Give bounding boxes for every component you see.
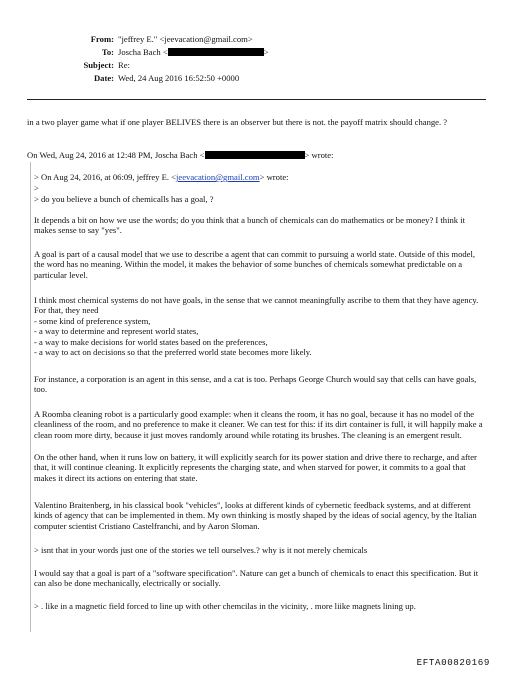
quote-attr-start: > On Aug 24, 2016, at 06:09, jeffrey E. <: [34, 172, 177, 182]
attribution-start: On Wed, Aug 24, 2016 at 12:48 PM, Joscha Bach <: [27, 150, 205, 160]
redaction-bar: [205, 151, 305, 159]
paragraph-3: [34, 295, 486, 357]
email-header: [40, 34, 340, 86]
subject-row: [40, 60, 340, 73]
date-label: Date:: [93, 73, 114, 83]
paragraph-4: For instance, a corporation is an agent in this sense, and a cat is too. Perhaps George Church would say that cells can have goals, too.: [34, 374, 477, 395]
paragraph-5b: On the other hand, when it runs low on battery, it will explicitly search for its power station and drive there to recharge, and after that, it will continue cleaning. It explicitly represents the charging state, and when starved for power, it commits to a goal that makes it direct its actions on entering that state.: [34, 452, 477, 483]
quoted-attribution: [34, 172, 486, 182]
quote-bar: [30, 162, 31, 632]
to-name: Joscha Bach <: [118, 47, 168, 57]
reply-text: in a two player game what if one player BELIVES there is an observer but there is not. the payoff matrix should change. ?: [27, 117, 448, 127]
redaction-bar: [168, 48, 264, 56]
paragraph-6: Valentino Braitenberg, in his classical book "vehicles", looks at different kinds of cybernetic feedback systems, and at different kinds of agency that can be implemented in them. My own thinking is mostly shaped by the ideas of social agency, by the Italian computer scientist Cristiano Castelfranchi, and by Aaron Sloman.: [34, 500, 477, 531]
to-row: [40, 47, 340, 60]
to-value: [118, 47, 269, 57]
paragraph-3-intro: I think most chemical systems do not have goals, in the sense that we cannot meaningfully ascribe to them that they have agency. For that, they need: [34, 295, 479, 316]
to-tail: >: [263, 47, 269, 57]
paragraph-7: > isnt that in your words just one of the stories we tell ourselves.? why is it not merely chemicals: [34, 545, 368, 555]
quoted-question: > do you believe a bunch of chemicalls has a goal, ?: [34, 194, 214, 204]
from-label: From:: [90, 34, 114, 44]
email-link[interactable]: jeevacation@gmail.com: [176, 172, 260, 182]
list-item: - some kind of preference system,: [34, 315, 151, 326]
from-row: [40, 34, 340, 47]
paragraph-5: A Roomba cleaning robot is a particularly good example: when it cleans the room, it has no goal, because it has no model of the cleanliness of the room, and no preference to make it cleaner. We can test for this: if its dirt container is full, it will happily make a clean room more dirty, because it just moves randomly around while rotating its brushes. The cleaning is an emergent result.: [34, 409, 483, 440]
list-item: - a way to act on decisions so that the preferred world state becomes more likely.: [34, 347, 312, 358]
paragraph-9: > . like in a magnetic field forced to line up with other chemcilas in the vicinity, . more liike magnets lining up.: [34, 601, 416, 611]
paragraph-2: A goal is part of a causal model that we use to describe a agent that can commit to pursuing a world state. Outside of this model, the word has no meaning. Within the model, it makes the behavior of some bunches of chemicals somewhat predictable on a particular level.: [34, 249, 476, 280]
attribution-line: [27, 150, 492, 160]
list-item: - a way to determine and represent world states,: [34, 326, 199, 337]
header-divider: [27, 99, 486, 100]
list-item: - a way to make decisions for world states based on the preferences,: [34, 336, 268, 347]
date-row: [40, 73, 340, 86]
bates-number: EFTA00820169: [416, 657, 490, 668]
paragraph-8: I would say that a goal is part of a "software specification". Nature can get a bunch of chemicals to enact this specification. But it can also be done mechanically, electrically or socially.: [34, 568, 479, 589]
subject-value: Re:: [118, 60, 130, 70]
subject-label: Subject:: [83, 60, 114, 70]
quote-marker: >: [34, 183, 39, 193]
to-label: To:: [101, 47, 114, 57]
date-value: Wed, 24 Aug 2016 16:52:50 +0000: [118, 73, 240, 83]
from-value: "jeffrey E." <jeevacation@gmail.com>: [118, 34, 253, 44]
paragraph-1: It depends a bit on how we use the words; do you think that a bunch of chemicals can do mathematics or be money? I think it makes sense to say "yes".: [34, 215, 466, 236]
attribution-end: > wrote:: [304, 150, 334, 160]
quote-attr-end: > wrote:: [259, 172, 289, 182]
